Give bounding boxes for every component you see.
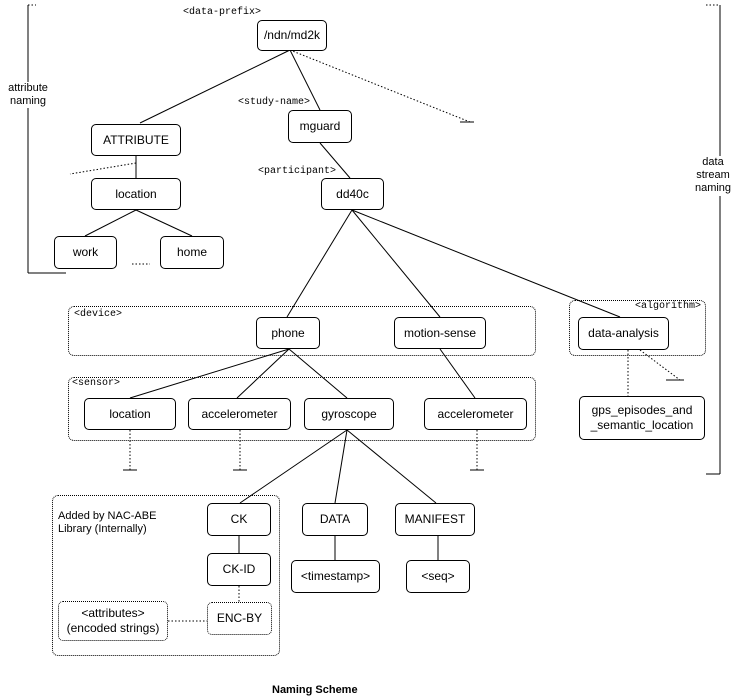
node-work: work — [54, 236, 117, 269]
study-name-tag: <study-name> — [238, 97, 311, 108]
diagram-title: Naming Scheme — [272, 684, 358, 696]
attribute-naming-label: attribute naming — [0, 82, 56, 108]
node-data: DATA — [302, 503, 368, 536]
node-attribute: ATTRIBUTE — [91, 124, 181, 156]
algorithm-tag: <algorithm> — [635, 301, 702, 312]
node-mguard: mguard — [288, 110, 352, 143]
node-sensor-accelerometer: accelerometer — [188, 398, 291, 430]
node-data-analysis: data-analysis — [578, 317, 669, 350]
device-tag: <device> — [74, 309, 123, 320]
node-sensor-location: location — [84, 398, 176, 430]
node-participant-dd40c: dd40c — [321, 178, 384, 210]
node-ck-id: CK-ID — [207, 553, 271, 586]
node-phone: phone — [256, 317, 320, 349]
node-manifest: MANIFEST — [395, 503, 475, 536]
node-ck: CK — [207, 503, 271, 536]
node-motion-sense: motion-sense — [394, 317, 486, 349]
data-prefix-tag: <data-prefix> — [183, 7, 262, 18]
node-location-attribute: location — [91, 178, 181, 210]
node-root: /ndn/md2k — [257, 20, 327, 51]
node-home: home — [160, 236, 224, 269]
node-timestamp: <timestamp> — [291, 560, 380, 593]
sensor-tag: <sensor> — [72, 378, 121, 389]
node-enc-by: ENC-BY — [207, 602, 272, 635]
node-attributes-encoded: <attributes> (encoded strings) — [58, 601, 168, 641]
node-motion-sense-accelerometer: accelerometer — [424, 398, 527, 430]
node-gyroscope: gyroscope — [304, 398, 394, 430]
node-seq: <seq> — [406, 560, 470, 593]
node-gps-episodes: gps_episodes_and _semantic_location — [579, 396, 705, 440]
data-stream-naming-label: data stream naming — [684, 156, 742, 196]
participant-tag: <participant> — [258, 166, 337, 177]
nac-abe-note: Added by NAC-ABE Library (Internally) — [58, 510, 157, 536]
